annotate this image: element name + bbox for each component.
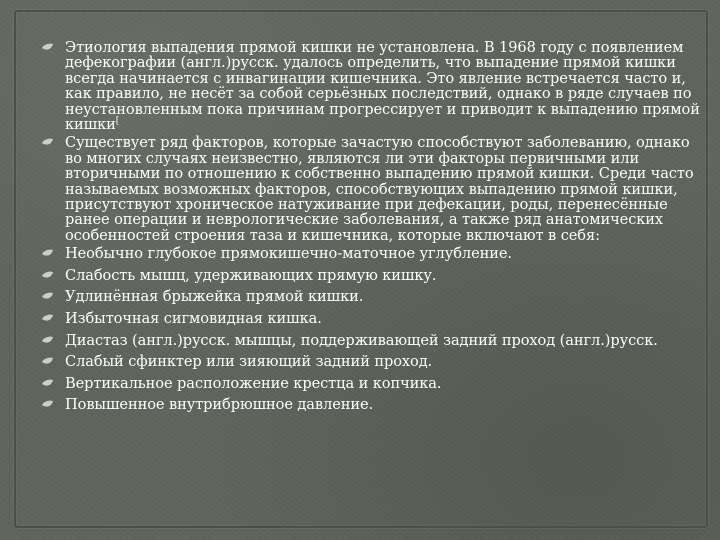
leaf-bullet-icon xyxy=(41,336,54,346)
bullet-item xyxy=(40,246,700,262)
bullet-text: Этиология выпадения прямой кишки не установлена. В 1968 году с появлением дефекографии (англ.)русск. удалось определить, что выпадение прямой кишки всегда начинается с инвагинации кишечника. Это явление встречается часто и, как правило, не несёт за собой серьёзных последствий, однако в ряде случаев по неустановленным пока причинам прогрессирует и приводит к выпадению прямой кишки xyxy=(65,39,700,134)
bullet-item xyxy=(40,311,700,327)
leaf-bullet-icon xyxy=(41,138,54,148)
bullet-item xyxy=(40,376,700,392)
bullet-item xyxy=(40,354,700,370)
leaf-bullet-icon xyxy=(41,400,54,410)
bullet-item xyxy=(40,268,700,284)
leaf-bullet-icon xyxy=(41,314,54,324)
bullet-item xyxy=(40,333,700,349)
bullet-text: Существует ряд факторов, которые зачастую способствуют заболеванию, однако во многих случаях неизвестно, являются ли эти факторы первичными или вторичными по отношению к собственно выпадению прямой кишки. Среди часто называемых возможных факторов, способствующих выпадению прямой кишки, присутствуют хроническое натуживание при дефекации, роды, перенесённые ранее операции и неврологические заболевания, а также ряд анатомических особенностей строения таза и кишечника, которые включают в себя: xyxy=(65,134,694,244)
bullet-item xyxy=(40,397,700,413)
bullet-text: Диастаз (англ.)русск. мышцы, поддерживающей задний проход (англ.)русск. xyxy=(65,331,658,349)
leaf-bullet-icon xyxy=(41,357,54,367)
bullet-item xyxy=(40,40,700,132)
bullet-text: Повышенное внутрибрюшное давление. xyxy=(65,396,374,414)
bullet-item xyxy=(40,135,700,243)
bullet-text: Слабый сфинктер или зияющий задний проход. xyxy=(65,353,433,371)
bullet-text: Слабость мышц, удерживающих прямую кишку. xyxy=(65,266,437,284)
leaf-bullet-icon xyxy=(41,292,54,302)
footnote-marker: [ xyxy=(115,116,120,127)
bullet-text: Удлинённая брыжейка прямой кишки. xyxy=(65,288,364,306)
bullet-text: Необычно глубокое прямокишечно-маточное углубление. xyxy=(65,245,512,263)
leaf-bullet-icon xyxy=(41,43,54,53)
slide-content xyxy=(40,40,700,419)
bullet-item xyxy=(40,289,700,305)
bullet-text: Вертикальное расположение крестца и копчика. xyxy=(65,374,442,392)
leaf-bullet-icon xyxy=(41,249,54,259)
bullet-text: Избыточная сигмовидная кишка. xyxy=(65,310,322,328)
bullet-list xyxy=(40,40,700,413)
leaf-bullet-icon xyxy=(41,379,54,389)
leaf-bullet-icon xyxy=(41,271,54,281)
